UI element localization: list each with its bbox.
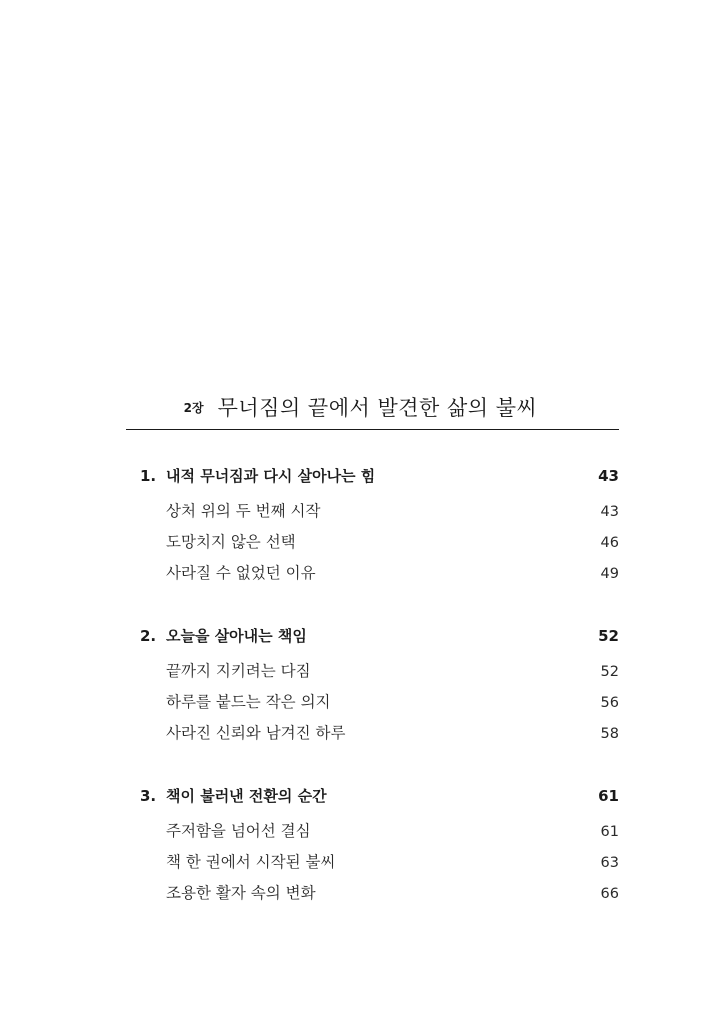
section-heading[interactable] [140, 625, 619, 651]
entry-page-number: 56 [600, 695, 619, 711]
entry-title: 주저함을 넘어선 결심 [166, 822, 311, 840]
entry-page-number: 43 [600, 504, 619, 520]
section-title: 오늘을 살아내는 책임 [166, 627, 307, 645]
entry-title: 하루를 붙드는 작은 의지 [166, 693, 331, 711]
entry-page-number: 52 [600, 664, 619, 680]
section-heading[interactable] [140, 465, 619, 491]
entry-title: 조용한 활자 속의 변화 [166, 884, 316, 902]
section-heading-text [140, 625, 307, 646]
toc-section-3 [140, 785, 619, 912]
toc-entry[interactable] [140, 721, 619, 752]
toc-entry[interactable] [140, 881, 619, 912]
chapter-divider [126, 429, 619, 430]
section-title: 내적 무너짐과 다시 살아나는 힘 [166, 467, 376, 485]
section-heading-text [140, 785, 327, 806]
section-page-number: 61 [598, 787, 619, 805]
section-page-number: 52 [598, 627, 619, 645]
entry-title: 사라질 수 없었던 이유 [166, 564, 316, 582]
section-number: 3. [140, 787, 157, 805]
entry-page-number: 61 [600, 824, 619, 840]
chapter-title: 무너짐의 끝에서 발견한 삶의 불씨 [217, 396, 538, 420]
toc-section-1 [140, 465, 619, 592]
section-number: 1. [140, 467, 157, 485]
entry-title: 끝까지 지키려는 다짐 [166, 662, 311, 680]
toc-section-2 [140, 625, 619, 752]
entry-page-number: 49 [600, 566, 619, 582]
toc-entry[interactable] [140, 690, 619, 721]
toc-entry[interactable] [140, 819, 619, 850]
toc-entry[interactable] [140, 499, 619, 530]
chapter-label: 2장 [183, 401, 204, 415]
section-heading[interactable] [140, 785, 619, 811]
table-of-contents [140, 465, 619, 945]
section-title: 책이 불러낸 전환의 순간 [166, 787, 327, 805]
entry-title: 책 한 권에서 시작된 불씨 [166, 853, 336, 871]
toc-entry[interactable] [140, 561, 619, 592]
entry-page-number: 46 [600, 535, 619, 551]
entry-title: 사라진 신뢰와 남겨진 하루 [166, 724, 346, 742]
toc-entry[interactable] [140, 530, 619, 561]
chapter-header [0, 392, 721, 422]
toc-entry[interactable] [140, 659, 619, 690]
section-number: 2. [140, 627, 157, 645]
entry-page-number: 66 [600, 886, 619, 902]
section-page-number: 43 [598, 467, 619, 485]
entry-page-number: 58 [600, 726, 619, 742]
entry-page-number: 63 [600, 855, 619, 871]
toc-entry[interactable] [140, 850, 619, 881]
entry-title: 도망치지 않은 선택 [166, 533, 296, 551]
entry-title: 상처 위의 두 번째 시작 [166, 502, 321, 520]
section-heading-text [140, 465, 375, 486]
